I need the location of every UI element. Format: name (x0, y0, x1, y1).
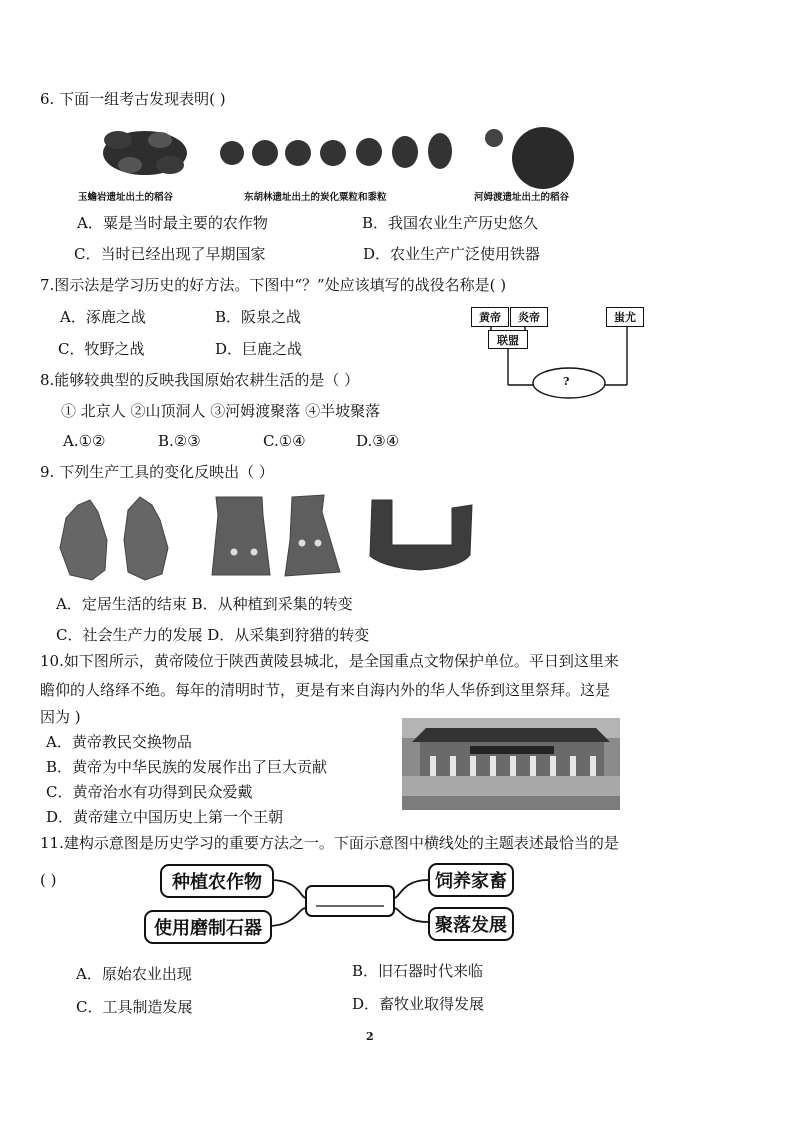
q11-node-settlement-development: 聚落发展 (428, 907, 514, 941)
q11-paren: ( ) (40, 871, 57, 889)
q7-option-a: A．涿鹿之战 (60, 308, 146, 326)
q10-option-b: B．黄帝为中华民族的发展作出了巨大贡献 (46, 758, 328, 776)
q11-option-c: C．工具制造发展 (76, 998, 193, 1016)
q7-unknown-battle: ? (563, 375, 570, 388)
q10-line-3: 因为 ) (40, 708, 81, 726)
q8-option-d: D.③④ (356, 432, 400, 450)
q6-option-c: C．当时已经出现了早期国家 (74, 245, 266, 263)
q6-option-d: D．农业生产广泛使用铁器 (363, 245, 541, 263)
q10-option-c: C．黄帝治水有功得到民众爱戴 (46, 783, 253, 801)
q7-option-d: D．巨鹿之战 (215, 340, 303, 358)
q7-box-huangdi: 黄帝 (471, 307, 509, 327)
q8-option-b: B.②③ (158, 432, 201, 450)
q8-items: ① 北京人 ②山顶洞人 ③河姆渡聚落 ④半坡聚落 (61, 402, 381, 420)
q11-option-a: A．原始农业出现 (76, 965, 192, 983)
q10-line-2: 瞻仰的人络绎不绝。每年的清明时节，更是有来自海内外的华人华侨到这里祭拜。这是 (40, 681, 611, 699)
q9-option-cd: C．社会生产力的发展 D．从采集到狩猎的转变 (56, 626, 370, 644)
q7-option-c: C．牧野之战 (58, 340, 145, 358)
q6-caption-1: 玉蟾岩遗址出土的稻谷 (78, 192, 174, 203)
q8-option-c: C.①④ (263, 432, 306, 450)
q10-line-1: 10.如下图所示，黄帝陵位于陕西黄陵县城北，是全国重点文物保护单位。平日到这里来 (40, 652, 619, 670)
page-number: 2 (366, 1030, 374, 1043)
q11-option-b: B．旧石器时代来临 (352, 962, 484, 980)
q6-stem: 6. 下面一组考古发现表明( ) (40, 90, 226, 108)
q11-node-planting-crops: 种植农作物 (160, 864, 274, 898)
q6-caption-3: 河姆渡遗址出土的稻谷 (474, 192, 570, 203)
q11-line-1: 11.建构示意图是历史学习的重要方法之一。下面示意图中横线处的主题表述最恰当的是 (40, 834, 619, 852)
q11-node-raising-livestock: 饲养家畜 (428, 863, 514, 897)
q7-option-b: B．阪泉之战 (215, 308, 302, 326)
q10-option-d: D．黄帝建立中国历史上第一个王朝 (46, 808, 284, 826)
q8-option-a: A.①② (63, 432, 106, 450)
q10-option-a: A．黄帝教民交换物品 (46, 733, 192, 751)
q11-option-d: D．畜牧业取得发展 (352, 995, 485, 1013)
q7-stem: 7.图示法是学习历史的好方法。下图中“？”处应该填写的战役名称是( ) (40, 276, 507, 294)
q11-node-polished-stone-tools: 使用磨制石器 (144, 910, 272, 944)
q6-option-a: A．粟是当时最主要的农作物 (77, 214, 268, 232)
q6-caption-2: 东胡林遗址出土的炭化粟粒和黍粒 (244, 192, 387, 203)
q9-stem: 9. 下列生产工具的变化反映出（ ） (40, 463, 274, 481)
q7-box-chiyou: 蚩尤 (606, 307, 644, 327)
q9-option-ab: A．定居生活的结束 B．从种植到采集的转变 (56, 595, 353, 613)
q8-stem: 8.能够较典型的反映我国原始农耕生活的是（ ） (40, 371, 360, 389)
q7-box-alliance: 联盟 (488, 330, 528, 349)
q6-option-b: B．我国农业生产历史悠久 (362, 214, 539, 232)
q7-box-yandi: 炎帝 (510, 307, 548, 327)
